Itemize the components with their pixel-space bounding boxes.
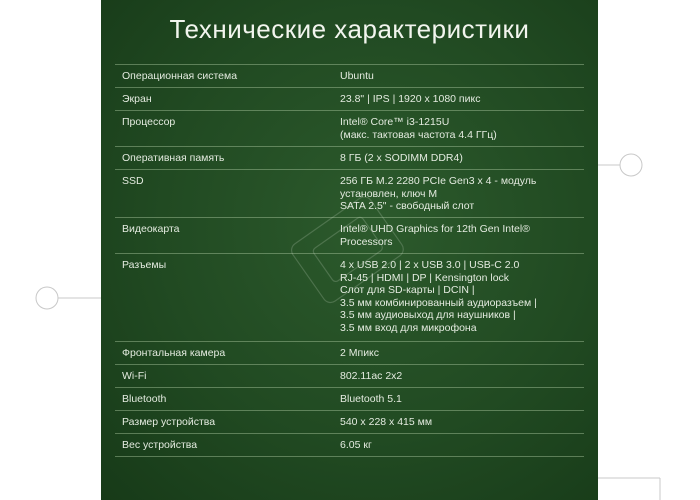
spec-label: Разъемы <box>122 259 167 271</box>
spec-row-gpu <box>115 218 584 254</box>
spec-value: Intel® UHD Graphics for 12th Gen Intel® Processors <box>340 223 530 248</box>
spec-value: 540 x 228 x 415 мм <box>340 416 433 428</box>
spec-row-ssd <box>115 170 584 218</box>
spec-label: Операционная система <box>122 70 238 82</box>
spec-label: Фронтальная камера <box>122 347 226 359</box>
spec-row-ram <box>115 147 584 170</box>
spec-value: 23.8" | IPS | 1920 x 1080 пикс <box>340 93 481 105</box>
spec-label: Размер устройства <box>122 416 216 428</box>
spec-value: 2 Мпикс <box>340 347 380 359</box>
spec-value: 802.11ac 2x2 <box>340 370 403 382</box>
watermark-circle-right <box>620 154 642 176</box>
specs-panel <box>101 0 598 500</box>
spec-row-size <box>115 411 584 434</box>
spec-label: Экран <box>122 93 152 105</box>
spec-row-os <box>115 65 584 88</box>
spec-row-wifi <box>115 365 584 388</box>
spec-row-cpu <box>115 111 584 147</box>
spec-value: Bluetooth 5.1 <box>340 393 402 405</box>
spec-value: 8 ГБ (2 x SODIMM DDR4) <box>340 152 463 164</box>
spec-label: Bluetooth <box>122 393 167 405</box>
spec-value: 6.05 кг <box>340 439 372 451</box>
specs-table <box>115 64 584 457</box>
spec-value: 256 ГБ M.2 2280 PCIe Gen3 x 4 - модуль установлен, ключ M SATA 2.5" - свободный слот <box>340 175 537 212</box>
spec-row-screen <box>115 88 584 111</box>
spec-label: SSD <box>122 175 144 187</box>
spec-label: Вес устройства <box>122 439 198 451</box>
spec-value: Ubuntu <box>340 70 374 82</box>
spec-label: Процессор <box>122 116 176 128</box>
spec-label: Wi-Fi <box>122 370 147 382</box>
watermark-circle-left <box>36 287 58 309</box>
spec-label: Оперативная память <box>122 152 225 164</box>
spec-value: 4 x USB 2.0 | 2 x USB 3.0 | USB-C 2.0 RJ-45 | HDMI | DP | Kensington lock Слот для SD-карты | DCIN | 3.5 мм комбинированный аудиоразъем | 3.5 мм аудиовыход для наушников | 3.5 мм вход для микрофона <box>340 259 537 334</box>
spec-row-ports <box>115 254 584 342</box>
page-title: Технические характеристики <box>169 14 530 44</box>
spec-value: Intel® Core™ i3-1215U (макс. тактовая частота 4.4 ГГц) <box>340 116 497 141</box>
spec-label: Видеокарта <box>122 223 180 235</box>
spec-row-camera <box>115 342 584 365</box>
spec-row-bluetooth <box>115 388 584 411</box>
spec-row-weight <box>115 434 584 457</box>
